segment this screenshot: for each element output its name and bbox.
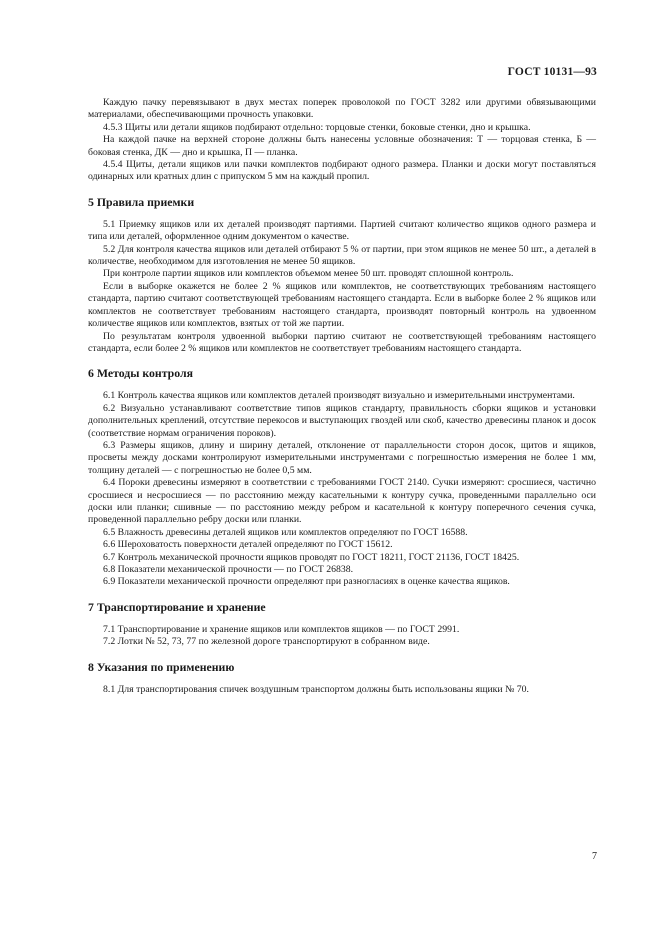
document-body	[88, 97, 596, 696]
page-number: 7	[592, 851, 597, 862]
paragraph: 7.1 Транспортирование и хранение ящиков или комплектов ящиков — по ГОСТ 2991.	[103, 623, 460, 635]
paragraph: По результатам контроля удвоенной выборки партию считают не соответствующей требованиям настоящего стандарта, если более 2 % ящиков или комплектов не соответствует требованиям настоящего стандарта.	[88, 330, 596, 354]
paragraph: 6.1 Контроль качества ящиков или комплектов деталей производят визуально и измерительными инструментами.	[103, 390, 575, 402]
paragraph: На каждой пачке на верхней стороне должны быть нанесены условные обозначения: Т — торцовая стенка, Б — боковая стенка, ДК — дно и крышка, П — планка.	[88, 134, 596, 158]
paragraph: Каждую пачку перевязывают в двух местах поперек проволокой по ГОСТ 3282 или другими обвязывающими материалами, обеспечивающими прочность упаковки.	[88, 97, 596, 121]
paragraph: 4.5.4 Щиты, детали ящиков или пачки комплектов подбирают одного размера. Планки и доски могут поставляться одинарных или кратных длин с припуском 5 мм на каждый пропил.	[88, 159, 596, 183]
paragraph: При контроле партии ящиков или комплектов объемом менее 50 шт. проводят сплошной контроль.	[103, 268, 514, 280]
paragraph: 6.9 Показатели механической прочности определяют при разногласиях в оценке качества ящиков.	[103, 576, 510, 588]
paragraph: 6.4 Пороки древесины измеряют в соответствии с требованиями ГОСТ 2140. Сучки измеряют: сросшиеся, частично сросшиеся и несросшиеся — по расстоянию между касательными к контуру сучка, проведенными параллельно оси доски или планки; сшивные — по расстоянию между ребром и касательной к контуру поперечного сечения сучка, проведенной параллельно ребру доски или планки.	[88, 477, 596, 526]
paragraph: 5.2 Для контроля качества ящиков или деталей отбирают 5 % от партии, при этом ящиков не менее 50 шт., а деталей в количестве, необходимом для изготовления не менее 50 ящиков.	[88, 243, 596, 268]
paragraph: Если в выборке окажется не более 2 % ящиков или комплектов, не соответствующих требованиям настоящего стандарта, партию считают соответствующей требованиям настоящего стандарта. Если в выборке более 2 % ящиков или комплектов не соответствует требованиям настоящего стандарта, производят повторный контроль на удвоенном количестве ящиков или комплектов, взятых от той же партии.	[88, 280, 596, 330]
paragraph: 6.7 Контроль механической прочности ящиков проводят по ГОСТ 18211, ГОСТ 21136, ГОСТ 18425.	[103, 551, 520, 563]
paragraph: 6.2 Визуально устанавливают соответствие типов ящиков стандарту, правильность сборки ящиков и установки дополнительных креплений, отсутствие перекосов и выступающих гвоздей или скоб, качество древесины планок и досок (соответствие нормам ограничения пороков).	[88, 402, 596, 439]
section-heading: 5 Правила приемки	[88, 194, 195, 209]
section-heading: 7 Транспортирование и хранение	[88, 599, 266, 614]
paragraph: 6.6 Шероховатость поверхности деталей определяют по ГОСТ 15612.	[103, 539, 393, 551]
section-heading: 6 Методы контроля	[88, 366, 193, 381]
standard-code-header: ГОСТ 10131—93	[507, 66, 597, 78]
section-heading: 8 Указания по применению	[88, 659, 235, 674]
paragraph: 5.1 Приемку ящиков или их деталей производят партиями. Партией считают количество ящиков одного размера и типа или деталей, оформленное одним документом о качестве.	[88, 218, 596, 243]
paragraph: 6.5 Влажность древесины деталей ящиков или комплектов определяют по ГОСТ 16588.	[103, 526, 468, 538]
paragraph: 6.8 Показатели механической прочности — по ГОСТ 26838.	[103, 564, 354, 575]
paragraph: 6.3 Размеры ящиков, длину и ширину деталей, отклонение от параллельности сторон досок, щитов и ящиков, просветы между досками контролируют измерительными инструментами с погрешностью измерения не более 1 мм, толщину деталей — с погрешностью не более 0,5 мм.	[88, 439, 596, 476]
paragraph: 4.5.3 Щиты или детали ящиков подбирают отдельно: торцовые стенки, боковые стенки, дно и крышка.	[103, 121, 531, 133]
paragraph: 8.1 Для транспортирования спичек воздушным транспортом должны быть использованы ящики № 70.	[103, 683, 529, 695]
paragraph: 7.2 Лотки № 52, 73, 77 по железной дороге транспортируют в собранном виде.	[103, 636, 430, 648]
